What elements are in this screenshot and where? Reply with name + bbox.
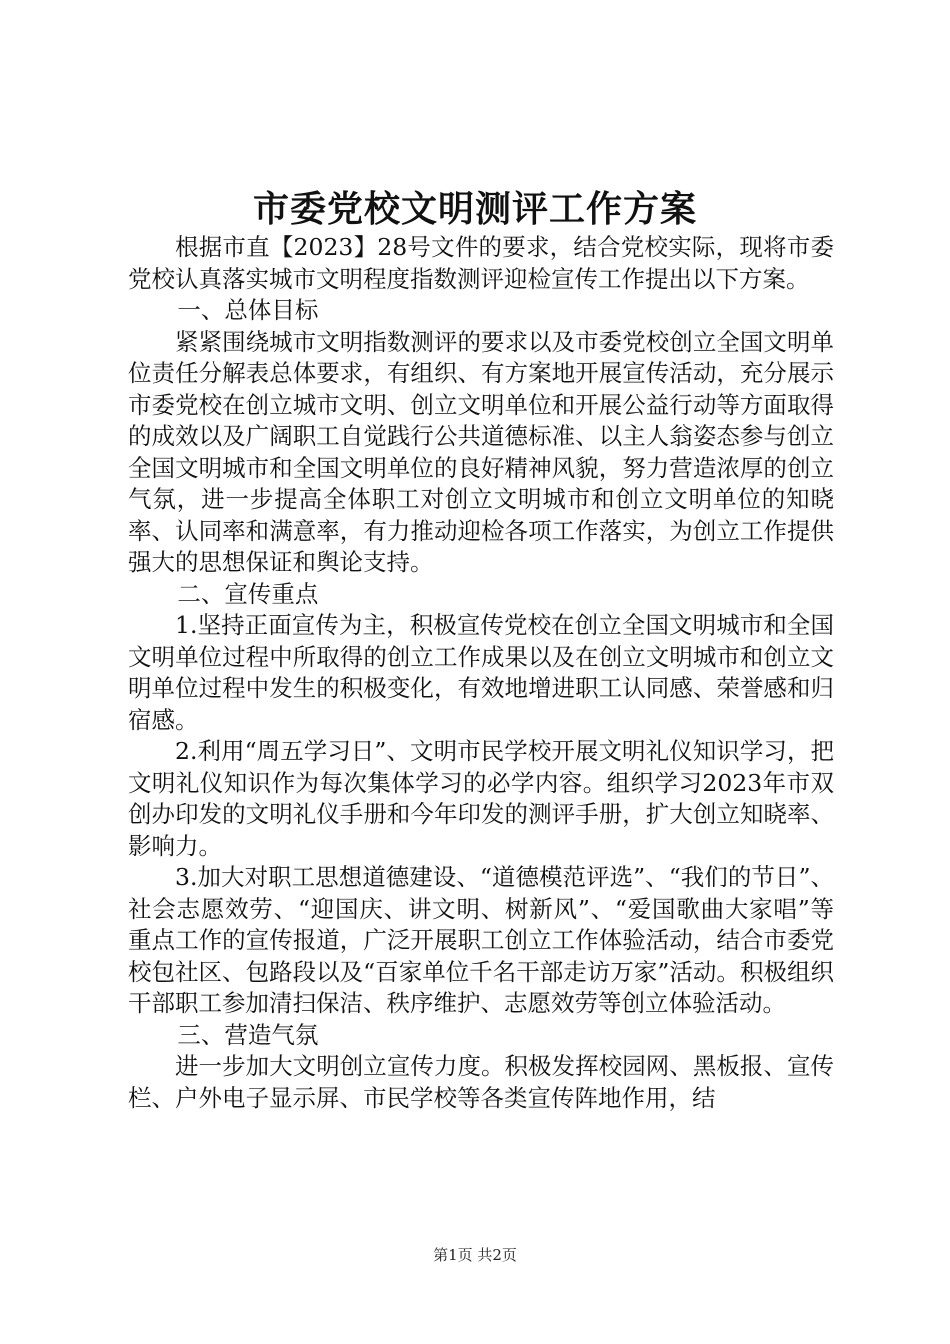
paragraph-item-2: 2.利用“周五学习日”、文明市民学校开展文明礼仪知识学习，把文明礼仪知识作为每次集体学习的必学内容。组织学习2023年市双创办印发的文明礼仪手册和今年印发的测评手册，扩大创立知晓率、影响力。	[128, 737, 834, 860]
paragraph-atmosphere: 进一步加大文明创立宣传力度。积极发挥校园网、黑板报、宣传栏、户外电子显示屏、市民学校等各类宣传阵地作用，结	[128, 1052, 834, 1112]
paragraph-goals: 紧紧围绕城市文明指数测评的要求以及市委党校创立全国文明单位责任分解表总体要求，有组织、有方案地开展宣传活动，充分展示市委党校在创立城市文明、创立文明单位和开展公益行动等方面取得的成效以及广阔职工自觉践行公共道德标准、以主人翁姿态参与创立全国文明城市和全国文明单位的良好精神风貌，努力营造浓厚的创立气氛，进一步提高全体职工对创立文明城市和创立文明单位的知晓率、认同率和满意率，有力推动迎检各项工作落实，为创立工作提供强大的思想保证和舆论支持。	[128, 327, 834, 576]
section-heading-3: 三、营造气氛	[177, 1020, 319, 1049]
paragraph-item-3: 3.加大对职工思想道德建设、“道德模范评选”、“我们的节日”、社会志愿效劳、“迎国庆、讲文明、树新风”、“爱国歌曲大家唱”等重点工作的宣传报道，广泛开展职工创立工作体验活动，结合市委党校包社区、包路段以及“百家单位千名干部走访万家”活动。积极组织干部职工参加清扫保洁、秩序维护、志愿效劳等创立体验活动。	[128, 863, 834, 1017]
section-heading-1: 一、总体目标	[177, 296, 319, 324]
paragraph-intro: 根据市直【2023】28号文件的要求，结合党校实际，现将市委党校认真落实城市文明程度指数测评迎检宣传工作提出以下方案。	[128, 233, 834, 293]
paragraph-item-1: 1.坚持正面宣传为主，积极宣传党校在创立全国文明城市和全国文明单位过程中所取得的创立工作成果以及在创立文明城市和创立文明单位过程中发生的积极变化，有效地增进职工认同感、荣誉感和归宿感。	[128, 611, 834, 734]
document-body	[128, 232, 834, 1114]
section-heading-2: 二、宣传重点	[177, 579, 319, 608]
document-title: 市委党校文明测评工作方案	[252, 188, 697, 230]
page-number-footer: 第1页 共2页	[433, 1246, 517, 1264]
